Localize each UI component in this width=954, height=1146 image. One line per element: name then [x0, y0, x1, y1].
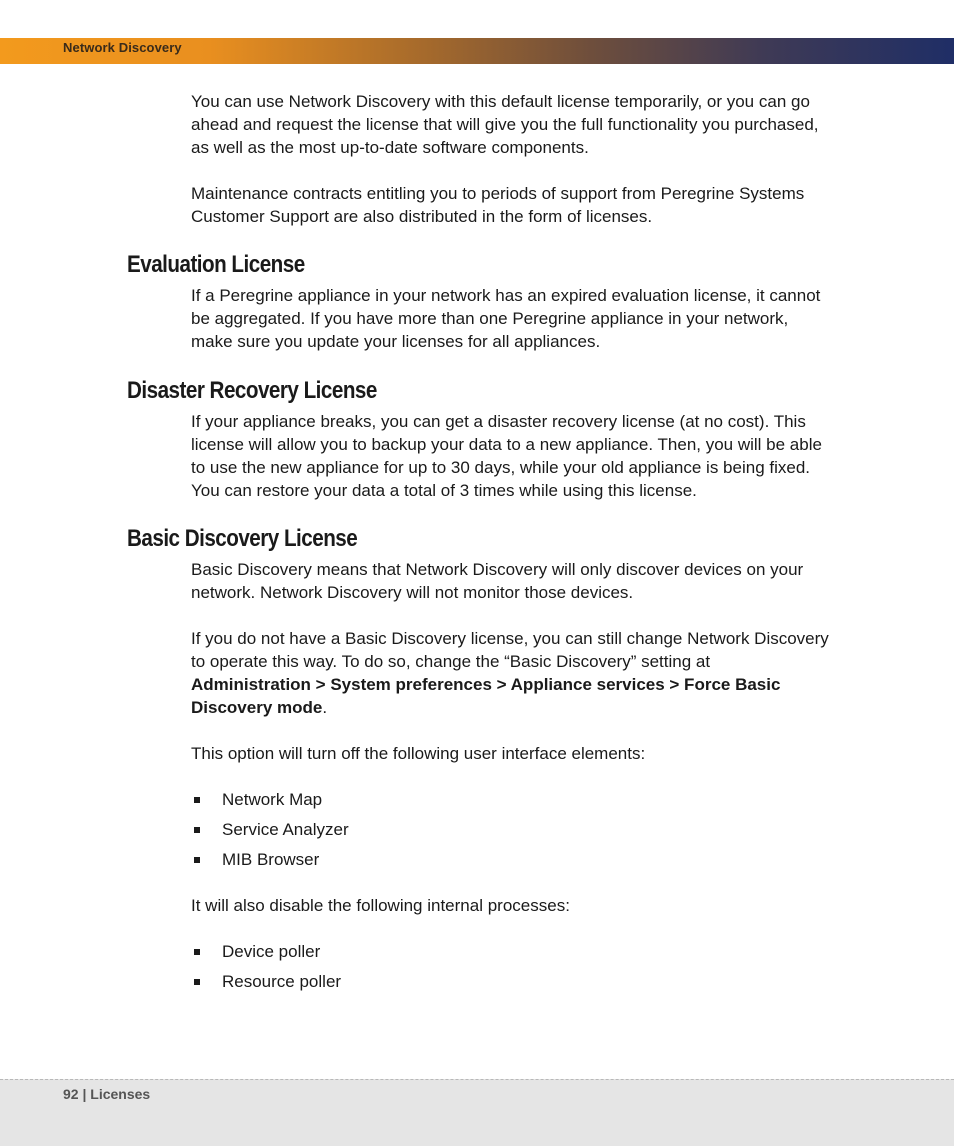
basic-discovery-heading: Basic Discovery License [127, 525, 358, 552]
basic-paragraph-4 [191, 894, 831, 917]
square-bullet-icon [194, 857, 200, 863]
basic-paragraph-2 [191, 627, 831, 719]
intro-text-1: You can use Network Discovery with this default license temporarily, or you can go ahead and request the license that will give you the full functionality you purchased, as well as the most up-to-date software components. [191, 92, 819, 157]
list-item-label: Device poller [222, 942, 321, 961]
running-header-title: Network Discovery [63, 40, 182, 55]
list-item-label: Network Map [222, 790, 323, 809]
basic-text-2-end: . [322, 698, 328, 717]
list-item-label: Service Analyzer [222, 820, 349, 839]
settings-path: Administration > System preferences > Appliance services > Force Basic Discovery mode [191, 675, 781, 717]
header-band [0, 38, 954, 64]
evaluation-text: If a Peregrine appliance in your network has an expired evaluation license, it cannot be aggregated. If you have more than one Peregrine appliance in your network, make sure you update your licenses for all appliances. [191, 286, 821, 351]
footer-page-label: 92 | Licenses [63, 1086, 151, 1102]
evaluation-paragraph [191, 284, 831, 353]
disaster-text: If your appliance breaks, you can get a disaster recovery license (at no cost). This license will allow you to backup your data to a new appliance. Then, you will be able to use the new appliance for up to 30 days, while your old appliance is being fixed. You can restore your data a total of 3 times while using this license. [191, 412, 822, 500]
square-bullet-icon [194, 797, 200, 803]
basic-text-3: This option will turn off the following user interface elements: [191, 744, 646, 763]
list-item-label: MIB Browser [222, 850, 320, 869]
disaster-recovery-heading: Disaster Recovery License [127, 377, 377, 404]
basic-text-4: It will also disable the following internal processes: [191, 896, 570, 915]
evaluation-license-heading: Evaluation License [127, 251, 305, 278]
basic-text-1: Basic Discovery means that Network Discovery will only discover devices on your network. Network Discovery will not monitor those devices. [191, 560, 804, 602]
intro-paragraph-1 [191, 90, 831, 159]
page-footer [0, 1079, 954, 1146]
intro-paragraph-2 [191, 182, 831, 228]
square-bullet-icon [194, 827, 200, 833]
basic-paragraph-1 [191, 558, 831, 604]
basic-paragraph-3 [191, 742, 831, 765]
intro-text-2: Maintenance contracts entitling you to periods of support from Peregrine Systems Customer Support are also distributed in the form of licenses. [191, 184, 805, 226]
list-item-label: Resource poller [222, 972, 342, 991]
disaster-paragraph [191, 410, 831, 502]
basic-text-2 [191, 627, 831, 719]
basic-text-2-lead: If you do not have a Basic Discovery license, you can still change Network Discovery to operate this way. To do so, change the “Basic Discovery” setting at [191, 629, 829, 671]
square-bullet-icon [194, 949, 200, 955]
square-bullet-icon [194, 979, 200, 985]
